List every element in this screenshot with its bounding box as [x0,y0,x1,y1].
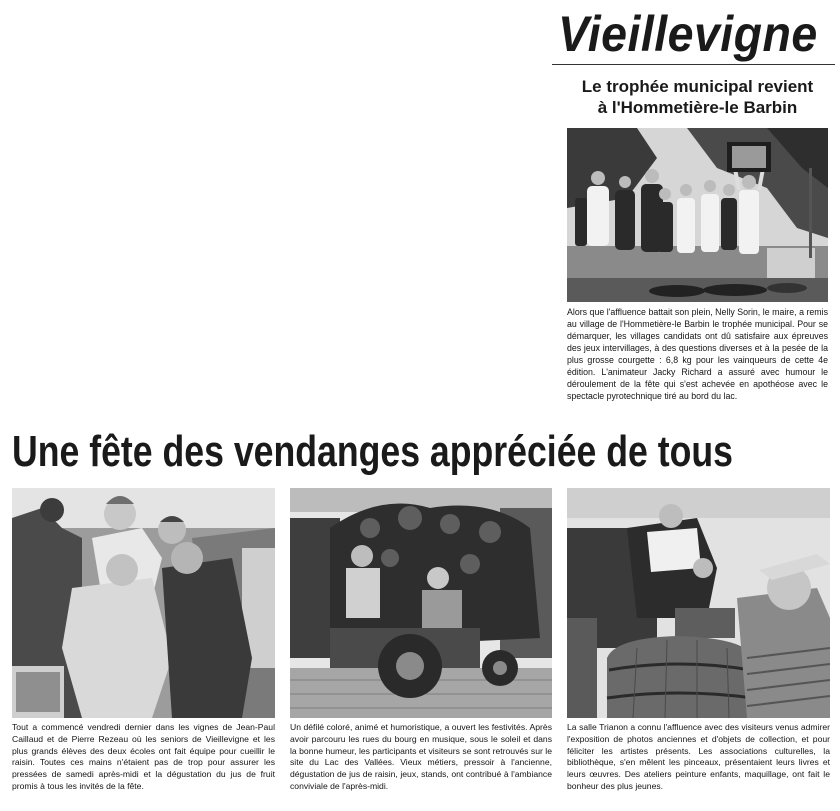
masthead-rule [552,64,835,65]
top-story-headline-line-1: Le trophée municipal revient [581,77,814,96]
grape-picking-photo [12,488,275,718]
main-headline: Une fête des vendanges appréciée de tous [12,427,733,476]
trophy-ceremony-photo [567,128,828,302]
column-1-caption: Tout a commencé vendredi dernier dans les vignes de Jean-Paul Caillaud et de Pierre Rezeau où les seniors de Vieillevigne et les plus grands élèves des deux écoles ont fait équipe pour cueillir le raisin. Toutes ces mains n'étaient pas de trop pour assurer les pressées de samedi après-midi et la dégustation du jus de fruit promis à tous les invités de la fête. [12,722,275,791]
exhibition-barrel-photo [567,488,830,718]
top-story-headline-line-2: à l'Hommetière-le Barbin [597,98,798,117]
masthead: Vieillevigne [558,6,818,62]
blank-area [0,0,548,420]
top-story-headline [567,76,828,118]
parade-float-photo [290,488,552,718]
top-story-caption: Alors que l'affluence battait son plein, Nelly Sorin, le maire, a remis au village de l'Hommetière-le Barbin le trophée municipal. Pour se démarquer, les villages candidats ont dû satisfaire aux épreuves des jeux intervillages, à des questions diverses et à la pesée de la plus grosse courgette : 6,8 kg pour les vainqueurs de cette 4e édition. L'animateur Jacky Richard a assuré avec humour le déroulement de la fête qui s'est achevée en apothéose avec le spectacle pyrotechnique tiré au bord du lac. [567,307,828,401]
column-3-caption: La salle Trianon a connu l'affluence avec des visiteurs venus admirer l'exposition de photos anciennes et d'objets de collection, et pour féliciter les artistes présents. Les associations culturelles, la bibliothèque, s'en mêlent les pinceaux, présentaient leurs livres et leurs œuvres. Des ateliers peinture enfants, maquillage, ont fait le bonheur des plus jeunes. [567,722,830,791]
column-2-caption: Un défilé coloré, animé et humoristique, a ouvert les festivités. Après avoir parcouru les rues du bourg en musique, sous le soleil et dans la bonne humeur, les participants et visiteurs se sont retrouvés sur le site du Lac des Vallées. Vieux métiers, pressoir à l'ancienne, dégustation de jus de raisin, jeux, stands, ont contribué à l'ambiance conviviale de l'après-midi. [290,722,552,791]
